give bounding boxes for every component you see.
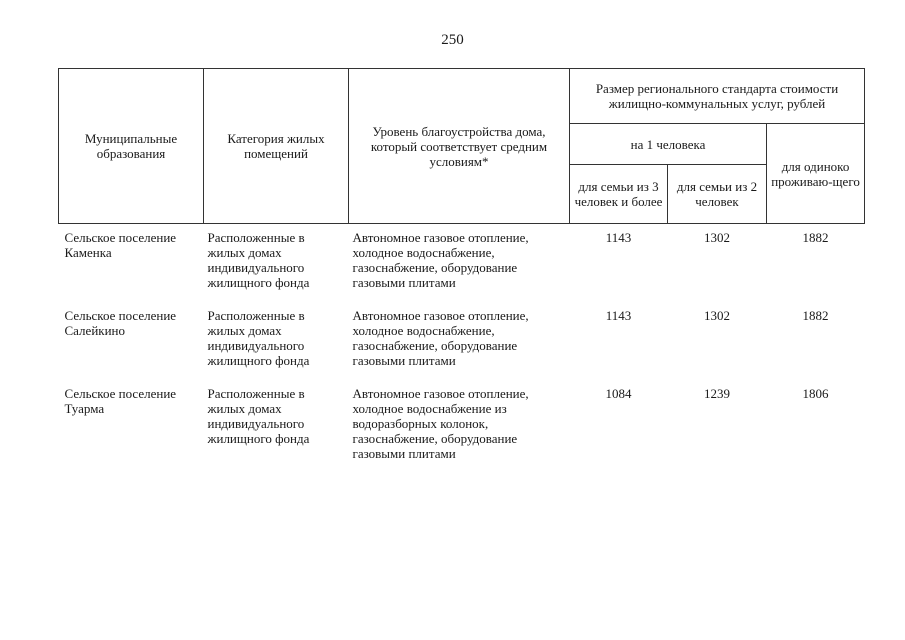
cell-single: 1806 <box>802 386 829 401</box>
header-level: Уровень благоустройства дома, который соответствует средним условиям* <box>349 69 570 224</box>
cell-family3: 1143 <box>605 308 632 323</box>
cell-municipality: Сельское поселение Каменка <box>64 230 177 260</box>
cell-level: Автономное газовое отопление, холодное водоснабжение, газоснабжение, оборудование газовыми плитами <box>352 230 529 290</box>
cell-family2: 1302 <box>704 308 730 323</box>
table-row <box>59 224 865 303</box>
header-family2: для семьи из 2 человек <box>668 165 767 224</box>
cell-family3: 1143 <box>605 230 632 245</box>
header-per-person: на 1 человека <box>570 124 767 165</box>
header-single: для одиноко проживаю-щего <box>767 124 865 224</box>
cell-category: Расположенные в жилых домах индивидуального жилищного фонда <box>207 386 310 446</box>
cell-category: Расположенные в жилых домах индивидуального жилищного фонда <box>207 308 310 368</box>
cell-family2: 1302 <box>704 230 730 245</box>
header-category: Категория жилых помещений <box>204 69 349 224</box>
cell-family3: 1084 <box>605 386 632 401</box>
header-family3: для семьи из 3 человек и более <box>570 165 668 224</box>
page-number: 250 <box>441 32 464 48</box>
cell-level: Автономное газовое отопление, холодное водоснабжение, газоснабжение, оборудование газовыми плитами <box>352 308 529 368</box>
header-standard-group: Размер регионального стандарта стоимости жилищно-коммунальных услуг, рублей <box>570 69 865 124</box>
cell-municipality: Сельское поселение Салейкино <box>64 308 177 338</box>
cell-single: 1882 <box>802 230 829 245</box>
header-municipality: Муниципальные образования <box>59 69 204 224</box>
table-body <box>59 224 865 474</box>
cell-municipality: Сельское поселение Туарма <box>64 386 177 416</box>
standards-table <box>58 68 865 473</box>
cell-family2: 1239 <box>704 386 730 401</box>
cell-level: Автономное газовое отопление, холодное водоснабжение из водоразборных колонок, газоснабжение, оборудование газовыми плитами <box>352 386 529 461</box>
table-header <box>59 69 865 224</box>
standards-table-container <box>58 68 864 473</box>
table-row <box>59 302 865 380</box>
cell-category: Расположенные в жилых домах индивидуального жилищного фонда <box>207 230 310 290</box>
table-row <box>59 380 865 473</box>
cell-single: 1882 <box>802 308 829 323</box>
